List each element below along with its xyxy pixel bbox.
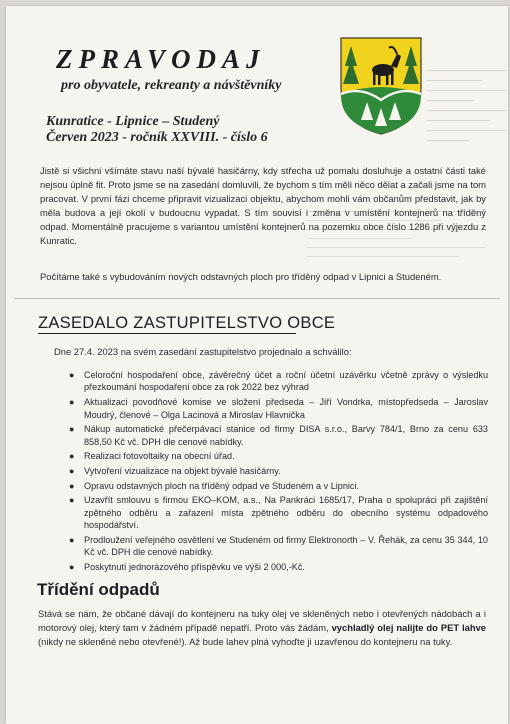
- intro-paragraph-2: Počítáme také s vybudováním nových odstavných ploch pro tříděný odpad v Lipnici a Studeném.: [40, 271, 442, 282]
- newsletter-page: [6, 6, 508, 724]
- list-item: ● Realizaci fotovoltaiky na obecní úřad.: [69, 451, 235, 462]
- intro-paragraph: Jistě si všichni všímáte stavu naší bývalé hasičárny, kdy střecha už pomalu dosluhuje a ostatní části také nejsou úplně fit. Proto jsme se na zasedání domluvili, že bychom s tím měli něco dělat a začali jsme na tom pracovat. V první fázi chceme připravit vizualizaci objektu, abychom mohli vám občanům představit, jak by měla budova a její okolí v budoucnu vypadat. S tím souvisí i změna v umístění kontejnerů na tříděný odpad. Momentálně pracujeme s variantou umístění kontejnerů na pozemku obce číslo 1286 při výjezdu z Kunratic.: [40, 165, 486, 246]
- list-item: ● Aktualizaci povodňové komise ve složení předseda – Jiří Vondrka, místopředseda – Jaroslav Moudrý, členové – Olga Lacinová a Miroslav Hlavnička: [69, 397, 488, 420]
- bullet-icon: ●: [69, 466, 75, 477]
- bullet-icon: ●: [69, 424, 75, 435]
- list-item: ● Uzavřít smlouvu s firmou EKO–KOM, a.s., Na Pankráci 1685/17, Praha o spolupráci při zajištění zpětného odběru a zařazení místa zpětného odběru do obecního systému odpadového hospodářství.: [69, 495, 488, 531]
- bullet-icon: ●: [69, 480, 75, 491]
- bullet-icon: ●: [69, 451, 75, 462]
- masthead-issue: Červen 2023 - ročník XXVIII. - číslo 6: [46, 130, 268, 145]
- waste-paragraph: Stává se nám, že občané dávají do kontejneru na tuky olej ve skleněných nebo i otevřených nádobách a i motorový olej, který tam v žádném případě nepatří. Proto vás žádám, vychladlý olej nalijte do PET lahve (nikdy ne skleněné nebo otevřené!). Až bude lahev plná vyhoďte ji uzavřenou do kontejneru na tuky.: [38, 608, 487, 647]
- show-through-text-2: [306, 211, 486, 321]
- council-heading-underline: [38, 333, 296, 334]
- list-item: ● Prodloužení veřejného osvětlení ve Studeném od firmy Elektronorth – V. Řehák, za cenu 35 344, 10 Kč vč. DPH dle cenové nabídky.: [69, 534, 488, 558]
- bullet-icon: ●: [69, 397, 75, 408]
- council-lead: Dne 27.4. 2023 na svém zasedání zastupitelstvo projednalo a schválilo:: [54, 346, 352, 357]
- list-item: ● Nákup automatické přečerpávací stanice od firmy DISA s.r.o., Barvy 784/1, Brno za cenu 633 858,50 Kč vč. DPH dle cenové nabídky.: [69, 424, 488, 447]
- section-divider: [14, 298, 500, 299]
- bullet-icon: ●: [69, 370, 75, 380]
- waste-heading: Třídění odpadů: [37, 580, 160, 599]
- masthead-subtitle: pro obyvatele, rekreanty a návštěvníky: [61, 78, 282, 93]
- list-item: ● Celoroční hospodaření obce, závěrečný účet a roční účetní uzávěrku včetně zprávy o výsledku přezkoumání hospodaření obce za rok 2022 bez výhrad: [69, 370, 488, 393]
- bullet-icon: ●: [69, 562, 75, 573]
- masthead-title: ZPRAVODAJ: [56, 44, 266, 74]
- list-item: ● Vytvoření vizualizace na objekt bývalé hasičárny.: [69, 466, 281, 477]
- municipal-coat-of-arms-icon: [339, 36, 423, 136]
- bullet-icon: ●: [69, 534, 75, 545]
- council-resolutions-list: [68, 369, 488, 576]
- list-item: ● Poskytnutí jednorázového příspěvku ve výši 2 000,-Kč.: [69, 562, 305, 573]
- list-item: ● Opravu odstavných ploch na tříděný odpad ve Studeném a v Lipnici.: [69, 480, 360, 491]
- masthead-places: Kunratice - Lipnice – Studený: [46, 114, 220, 129]
- bullet-icon: ●: [69, 495, 75, 506]
- waste-instruction-bold: vychladlý olej nalijte do PET lahve: [331, 622, 487, 633]
- council-heading: ZASEDALO ZASTUPITELSTVO OBCE: [38, 314, 336, 332]
